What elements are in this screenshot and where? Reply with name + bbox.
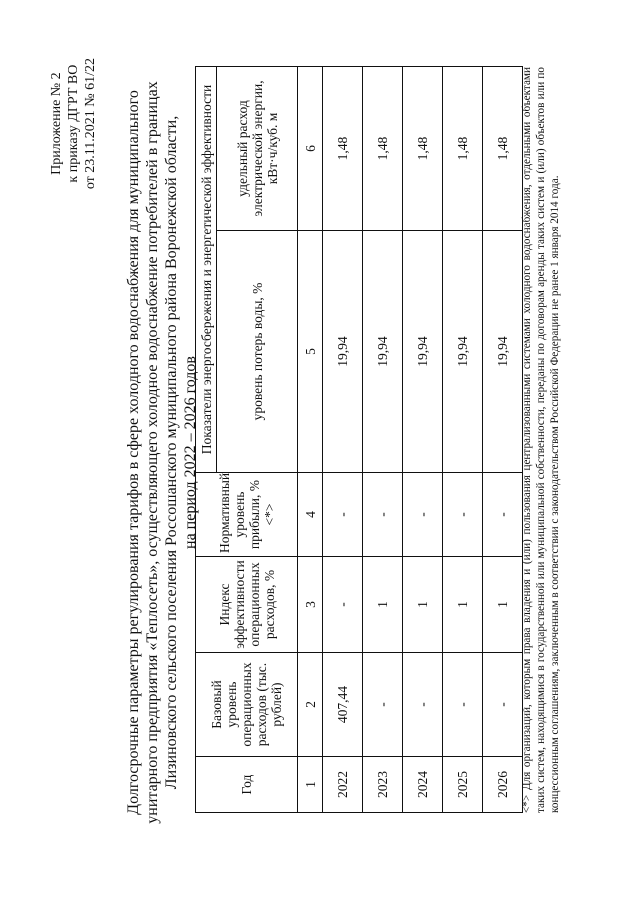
cell-base-level: - <box>363 653 403 757</box>
header-water-loss: уровень потерь воды, % <box>217 231 298 473</box>
column-number: 3 <box>298 557 323 653</box>
cell-specific-consumption: 1,48 <box>403 66 443 230</box>
appendix-line: Приложение № 2 <box>49 72 64 175</box>
header-year: Год <box>196 757 298 813</box>
table-row <box>443 66 483 812</box>
cell-water-loss: 19,94 <box>483 231 523 473</box>
header-base-level: Базовый уровень операционных расходов (тыс. рублей) <box>196 653 298 757</box>
appendix-line: от 23.11.2021 № 61/22 <box>83 58 98 190</box>
title-line: Долгосрочные параметры регулирования тарифов в сфере холодного водоснабжения для муниципального <box>125 90 142 815</box>
title-line: на период 2022 – 2026 годов <box>182 356 199 549</box>
cell-year: 2024 <box>403 757 443 813</box>
column-number: 5 <box>298 231 323 473</box>
cell-efficiency-index: 1 <box>443 557 483 653</box>
cell-efficiency-index: 1 <box>483 557 523 653</box>
cell-specific-consumption: 1,48 <box>323 66 363 230</box>
cell-base-level: - <box>403 653 443 757</box>
cell-year: 2022 <box>323 757 363 813</box>
table-row <box>323 66 363 812</box>
cell-water-loss: 19,94 <box>403 231 443 473</box>
cell-base-level: - <box>483 653 523 757</box>
cell-year: 2026 <box>483 757 523 813</box>
footnote: <*> Для организаций, которым права владения и (или) пользования централизованными системами холодного водоснабжения, отдельными объектами таких систем, находящимися в государственной или муниципальной собственности, переданы по договорам аренды таких систем и (или) объектов или по концессионным соглашениям, заключенным в соответствии с законодательством Российской Федерации не ранее 1 января 2014 года. <box>521 67 561 813</box>
cell-profit-level: - <box>443 473 483 557</box>
column-number: 6 <box>298 66 323 230</box>
cell-specific-consumption: 1,48 <box>443 66 483 230</box>
cell-efficiency-index: 1 <box>403 557 443 653</box>
cell-water-loss: 19,94 <box>363 231 403 473</box>
column-number: 4 <box>298 473 323 557</box>
cell-profit-level: - <box>363 473 403 557</box>
table-header-row <box>196 66 217 812</box>
header-energy-group: Показатели энергосбережения и энергетической эффективности <box>196 66 217 472</box>
cell-water-loss: 19,94 <box>323 231 363 473</box>
column-number: 2 <box>298 653 323 757</box>
table-row <box>403 66 443 812</box>
cell-base-level: - <box>443 653 483 757</box>
cell-year: 2023 <box>363 757 403 813</box>
cell-year: 2025 <box>443 757 483 813</box>
document-title <box>124 40 200 865</box>
header-specific-consumption: удельный расход электрической энергии, кВт·ч/куб. м <box>217 66 298 230</box>
table-row <box>483 66 523 812</box>
cell-water-loss: 19,94 <box>443 231 483 473</box>
appendix-line: к приказу ДГРТ ВО <box>66 64 81 183</box>
cell-efficiency-index: - <box>323 557 363 653</box>
cell-base-level: 407,44 <box>323 653 363 757</box>
cell-profit-level: - <box>483 473 523 557</box>
cell-specific-consumption: 1,48 <box>363 66 403 230</box>
parameters-table <box>195 66 523 813</box>
title-line: Лизиновского сельского поселения Россошанского муниципального района Воронежской области, <box>163 115 180 790</box>
cell-specific-consumption: 1,48 <box>483 66 523 230</box>
cell-profit-level: - <box>323 473 363 557</box>
header-profit-level: Нормативный уровень прибыли, % <*> <box>196 473 298 557</box>
cell-profit-level: - <box>403 473 443 557</box>
column-number-row <box>298 66 323 812</box>
title-line: унитарного предприятия «Теплосеть», осуществляющего холодное водоснабжение потребителей в границах <box>144 81 161 824</box>
cell-efficiency-index: 1 <box>363 557 403 653</box>
table-row <box>363 66 403 812</box>
appendix-header <box>48 58 99 189</box>
column-number: 1 <box>298 757 323 813</box>
header-efficiency-index: Индекс эффективности операционных расходов, % <box>196 557 298 653</box>
